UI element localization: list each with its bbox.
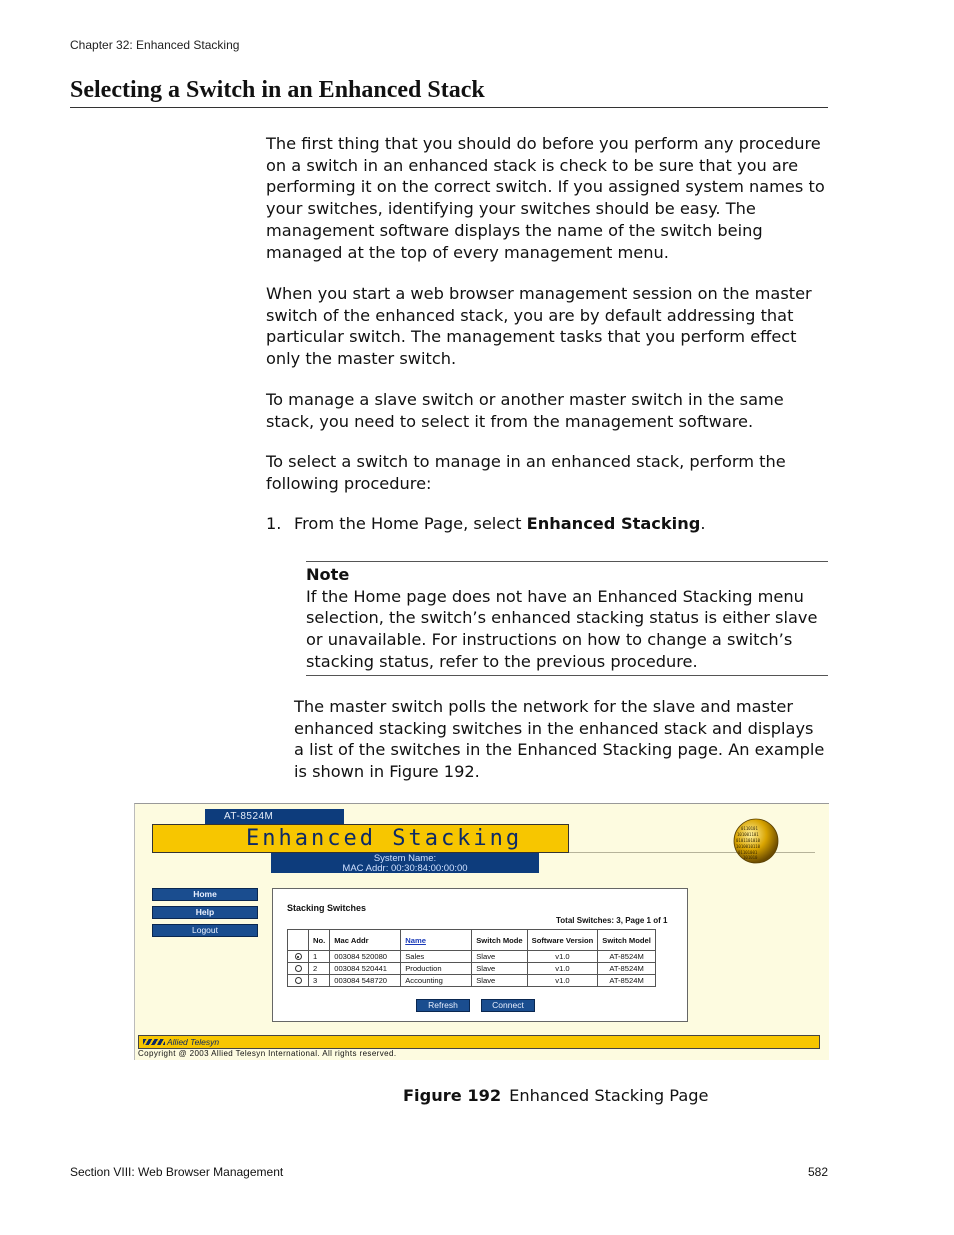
row-mac: 003084 520441: [330, 963, 401, 975]
svg-text:101001101: 101001101: [737, 832, 759, 837]
table-row: [288, 963, 656, 975]
row-name: Sales: [401, 951, 472, 963]
row-select-cell[interactable]: [288, 975, 309, 987]
row-version: v1.0: [527, 951, 598, 963]
col-switch-mode: Switch Mode: [472, 930, 527, 951]
row-no: 3: [309, 975, 330, 987]
row-mode: Slave: [472, 975, 527, 987]
procedure-step-1: [266, 513, 828, 535]
row-mac: 003084 520080: [330, 951, 401, 963]
figure-label: Figure 192: [403, 1086, 502, 1105]
col-name-sort-link[interactable]: [401, 930, 472, 951]
step-bold-term: Enhanced Stacking: [526, 514, 701, 533]
row-model: AT-8524M: [598, 951, 656, 963]
mac-addr-label: MAC Addr: 00:30:84:00:00:00: [342, 862, 468, 874]
copyright-text: Copyright @ 2003 Allied Telesyn International. All rights reserved.: [138, 1049, 397, 1058]
enhanced-stacking-screenshot: [134, 803, 829, 1060]
paragraph-manage-slave: To manage a slave switch or another master switch in the same stack, you need to select it from the management software.: [266, 390, 784, 431]
brand-name: Allied Telesyn: [167, 1037, 220, 1047]
nav-logout-button[interactable]: Logout: [152, 924, 258, 937]
refresh-button[interactable]: Refresh: [416, 999, 470, 1012]
svg-text:1010010110: 1010010110: [736, 844, 761, 849]
note-box: [306, 561, 828, 676]
connect-button[interactable]: Connect: [481, 999, 535, 1012]
row-mode: Slave: [472, 963, 527, 975]
table-row: [288, 951, 656, 963]
note-title: Note: [306, 565, 350, 584]
brand-mark-icon: [143, 1039, 165, 1045]
radio-selected[interactable]: [295, 953, 302, 960]
step-text: From the Home Page, select: [294, 514, 527, 533]
total-switches-label: Total Switches: 3, Page 1 of 1: [556, 916, 668, 925]
page-number: 582: [808, 1165, 829, 1179]
svg-text:0101101010: 0101101010: [736, 838, 761, 843]
radio-unselected[interactable]: [295, 977, 302, 984]
stacking-switches-panel: [272, 888, 688, 1022]
svg-text:0110101: 0110101: [741, 826, 758, 831]
note-text: If the Home page does not have an Enhanced Stacking menu selection, the switch’s enhanced stacking status is either slave or unavailable. For instructions on how to change a switch’s stacking status, refer to the previous procedure.: [306, 586, 818, 671]
col-software-version: Software Version: [527, 930, 598, 951]
col-mac-addr: Mac Addr: [330, 930, 401, 951]
row-model: AT-8524M: [598, 963, 656, 975]
row-no: 1: [309, 951, 330, 963]
row-model: AT-8524M: [598, 975, 656, 987]
col-no: No.: [309, 930, 330, 951]
table-header-row: [288, 930, 656, 951]
col-select: [288, 930, 309, 951]
col-switch-model: Switch Model: [598, 930, 656, 951]
paragraph-master-polls: The master switch polls the network for the slave and master enhanced stacking switches in the enhanced stack and displays a list of the switches in the Enhanced Stacking page. An example is shown in Figure 192.: [294, 697, 825, 782]
row-mode: Slave: [472, 951, 527, 963]
svg-text:101010: 101010: [743, 855, 758, 860]
name-sort-link[interactable]: Name: [405, 935, 426, 945]
section-title: Selecting a Switch in an Enhanced Stack: [70, 77, 828, 108]
step-punct: .: [700, 514, 706, 533]
radio-unselected[interactable]: [295, 965, 302, 972]
paragraph-intro: The first thing that you should do before you perform any procedure on a switch in an enhanced stack is check to be sure that you are performing it on the correct switch. If you assigned system names to your switches, identifying your switches should be easy. The management software displays the name of the switch being managed at the top of every management menu.: [266, 134, 825, 262]
figure-caption-text: Enhanced Stacking Page: [509, 1086, 709, 1105]
stacking-switches-table: [287, 929, 656, 987]
step-number: 1.: [266, 514, 282, 533]
system-info-box: [271, 853, 539, 873]
globe-logo-icon: [732, 817, 780, 865]
running-head: Chapter 32: Enhanced Stacking: [70, 38, 240, 52]
row-no: 2: [309, 963, 330, 975]
system-name-label: System Name:: [373, 853, 437, 864]
page-title-bar: Enhanced Stacking: [152, 824, 569, 853]
row-name: Accounting: [401, 975, 472, 987]
paragraph-master-session: When you start a web browser management session on the master switch of the enhanced stack, you are by default addressing that particular switch. The management tasks that you perform effect only the master switch.: [266, 284, 812, 369]
row-select-cell[interactable]: [288, 951, 309, 963]
row-name: Production: [401, 963, 472, 975]
nav-home-button[interactable]: Home: [152, 888, 258, 901]
brand-bar: [138, 1035, 820, 1049]
table-row: [288, 975, 656, 987]
brand-logo: [143, 1036, 219, 1048]
model-tab: AT-8524M: [205, 809, 344, 824]
nav-help-button[interactable]: Help: [152, 906, 258, 919]
row-select-cell[interactable]: [288, 963, 309, 975]
svg-text:01101001: 01101001: [738, 850, 758, 855]
row-mac: 003084 548720: [330, 975, 401, 987]
paragraph-procedure-intro: To select a switch to manage in an enhanced stack, perform the following procedure:: [266, 452, 786, 493]
row-version: v1.0: [527, 963, 598, 975]
panel-title: Stacking Switches: [287, 903, 367, 913]
row-version: v1.0: [527, 975, 598, 987]
footer-section: Section VIII: Web Browser Management: [70, 1165, 284, 1179]
